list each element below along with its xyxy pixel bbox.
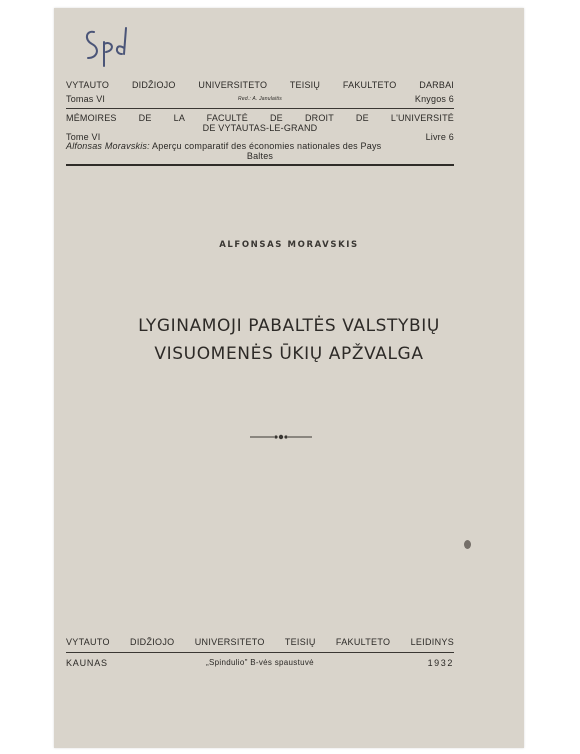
handwriting-drawing	[80, 18, 136, 70]
book-number-lt: Knygos 6	[414, 94, 454, 104]
editor-note: Red.: A. Janulaitis	[238, 96, 282, 102]
city: KAUNAS	[66, 658, 108, 668]
header-rule-1	[66, 108, 454, 109]
fr-title-line-2: Baltes	[246, 151, 274, 161]
fr-title-line-1	[66, 141, 454, 151]
fr-title-1: Aperçu comparatif des économies nationales des Pays	[152, 141, 382, 151]
tome-fr: Tome VI	[66, 132, 101, 142]
author-name: ALFONSAS MORAVSKIS	[219, 240, 359, 250]
handwritten-mark	[80, 18, 136, 70]
footer-rule	[66, 652, 454, 653]
series-title-fr-1: MÉMOIRES DE LA FACULTÉ DE DROIT DE L'UNIVERSITÉ	[66, 113, 454, 123]
book-title-line-1: LYGINAMOJI PABALTĖS VALSTYBIŲ	[138, 316, 440, 336]
ornament-divider	[250, 430, 312, 442]
year: 1932	[427, 658, 454, 668]
series-title-lt: VYTAUTO DIDŽIOJO UNIVERSITETO TEISIŲ FAKULTETO DARBAI	[66, 80, 454, 90]
header-rule-2	[66, 164, 454, 166]
paper-stain	[464, 540, 471, 549]
series-title-fr-2: DE VYTAUTAS-LE-GRAND	[202, 123, 318, 133]
tome-lt: Tomas VI	[66, 94, 106, 104]
publisher-line: VYTAUTO DIDŽIOJO UNIVERSITETO TEISIŲ FAKULTETO LEIDINYS	[66, 637, 454, 647]
printer: „Spindulio" B-vės spaustuvė	[206, 658, 314, 667]
book-title-line-2: VISUOMENĖS ŪKIŲ APŽVALGA	[154, 344, 424, 364]
book-number-fr: Livre 6	[425, 132, 454, 142]
fr-author: Alfonsas Moravskis:	[66, 141, 150, 151]
